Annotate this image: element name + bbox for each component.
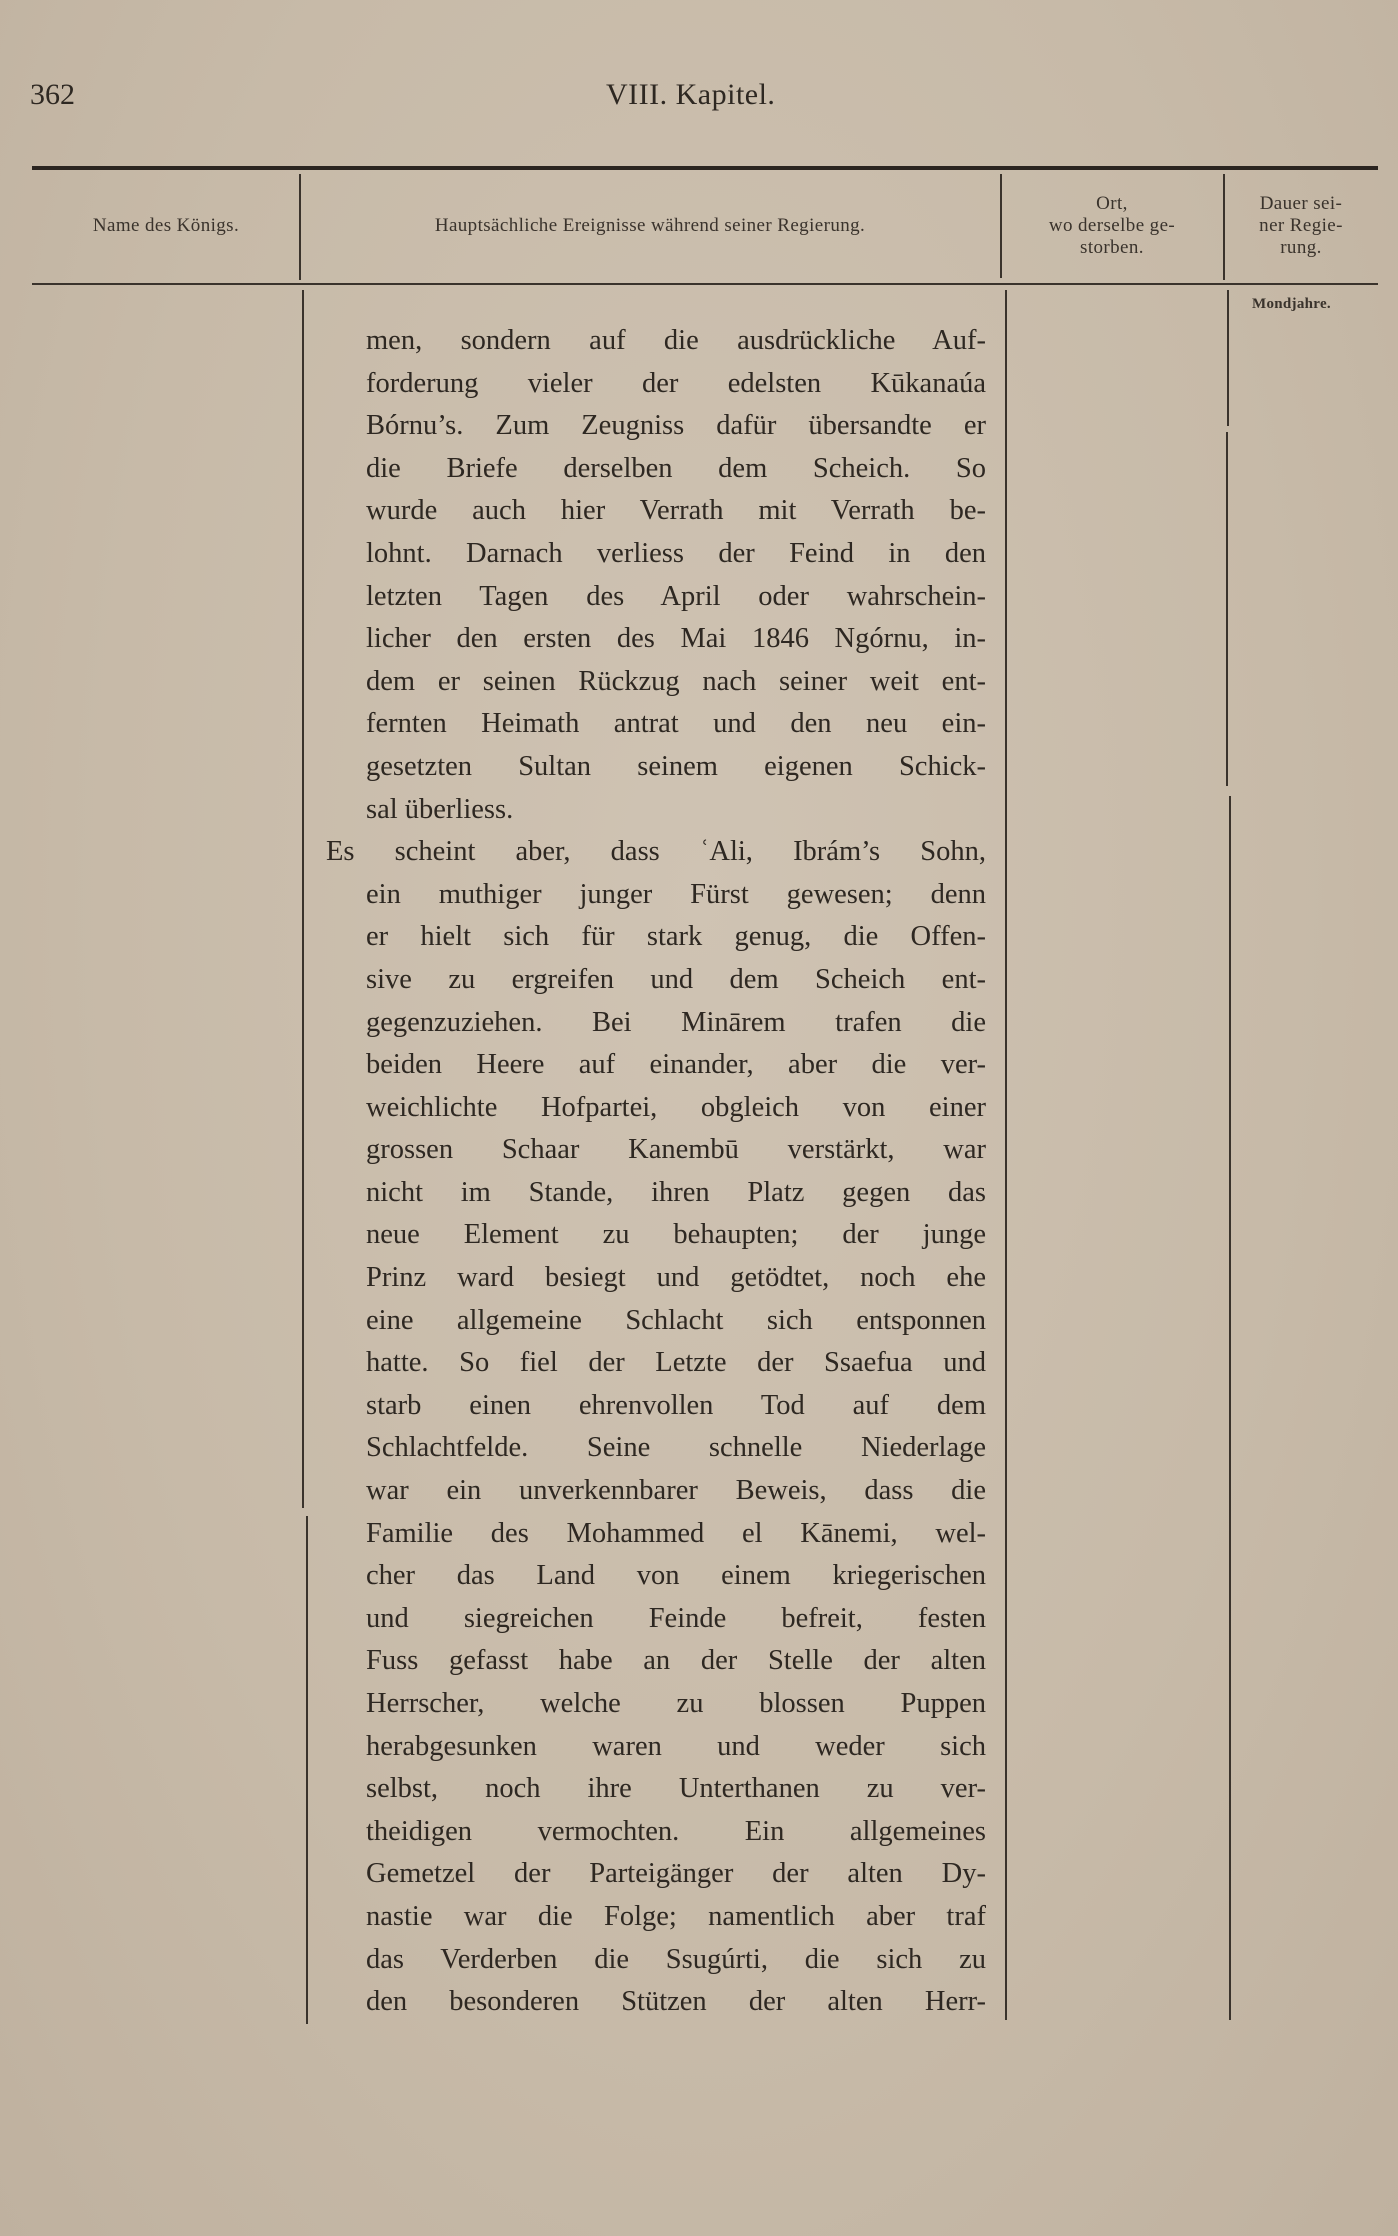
text-line: Prinz ward besiegt und getödtet, noch ehe [366,1262,986,1294]
column-header-events: Hauptsächliche Ereignisse während seiner Regierung. [434,215,866,236]
body-column-divider [1005,290,1007,2020]
column-header-duration-line: rung. [1280,237,1322,258]
text-line: Schlachtfelde. Seine schnelle Niederlage [366,1432,986,1464]
text-line: nastie war die Folge; namentlich aber traf [366,1900,986,1932]
text-line: forderung vieler der edelsten Kūkanaúa [366,367,986,399]
events-text [326,320,986,2024]
text-line: Bórnu’s. Zum Zeugniss dafür übersandte er [366,410,986,442]
column-header-duration [1224,172,1378,280]
text-line: selbst, noch ihre Unterthanen zu ver- [366,1773,986,1805]
text-line: Gemetzel der Parteigänger der alten Dy- [366,1858,986,1890]
body-column-divider [1229,796,1231,2020]
column-header-place-line: wo derselbe ge- [1048,215,1176,236]
text-line: war ein unverkennbarer Beweis, dass die [366,1475,986,1507]
text-line: eine allgemeine Schlacht sich entsponnen [366,1304,986,1336]
header-column-divider [299,174,301,280]
running-head: VIII. Kapitel. [606,78,776,111]
text-line: neue Element zu behaupten; der junge [366,1219,986,1251]
text-line: hatte. So fiel der Letzte der Ssaefua und [366,1347,986,1379]
text-line: Herrscher, welche zu blossen Puppen [366,1688,986,1719]
text-line: grossen Schaar Kanembū verstärkt, war [366,1134,986,1166]
text-line: die Briefe derselben dem Scheich. So [366,452,986,484]
text-line: theidigen vermochten. Ein allgemeines [366,1815,986,1847]
text-line: herabgesunken waren und weder sich [366,1730,986,1762]
text-line: fernten Heimath antrat und den neu ein- [366,708,986,740]
header-column-divider [1223,174,1225,280]
text-line: sive zu ergreifen und dem Scheich ent- [366,963,986,995]
body-column-divider [306,1516,308,2024]
text-line: men, sondern auf die ausdrückliche Auf- [366,325,986,356]
column-header-name: Name des Königs. [92,215,240,236]
header-bottom-rule [32,283,1378,285]
text-line: den besonderen Stützen der alten Herr- [366,1986,986,2018]
text-line: lohnt. Darnach verliess der Feind in den [366,537,986,569]
text-line: letzten Tagen des April oder wahrschein- [366,580,986,612]
text-line: wurde auch hier Verrath mit Verrath be- [366,495,986,527]
text-line: sal überliess. [366,793,514,825]
body-column-divider [1226,432,1228,786]
text-line: dem er seinen Rückzug nach seiner weit ent- [366,665,986,697]
column-header-place-line: storben. [1080,237,1144,258]
page-number: 362 [30,78,75,111]
text-line: Fuss gefasst habe an der Stelle der alten [366,1645,986,1677]
column-header-duration-line: Dauer sei- [1259,193,1343,214]
text-line: er hielt sich für stark genug, die Offen- [366,921,986,953]
text-line: Es scheint aber, dass ʿAli, Ibrám’s Sohn, [326,836,986,868]
text-line: Familie des Mohammed el Kānemi, wel- [366,1517,986,1549]
text-line: und siegreichen Feinde befreit, festen [366,1602,986,1634]
text-line: weichlichte Hofpartei, obgleich von einer [366,1091,986,1123]
text-line: ein muthiger junger Fürst gewesen; denn [366,878,986,910]
text-line: starb einen ehrenvollen Tod auf dem [366,1389,986,1421]
text-line: licher den ersten des Mai 1846 Ngórnu, in- [366,623,986,655]
text-line: gegenzuziehen. Bei Minārem trafen die [366,1006,986,1038]
duration-unit-label: Mondjahre. [1252,296,1331,312]
text-line: cher das Land von einem kriegerischen [366,1560,986,1592]
text-line: gesetzten Sultan seinem eigenen Schick- [366,750,986,782]
body-column-divider [302,290,304,1508]
text-line: das Verderben die Ssugúrti, die sich zu [366,1943,986,1975]
body-column-divider [1227,290,1229,426]
text-line: nicht im Stande, ihren Platz gegen das [366,1176,986,1208]
table-top-rule [32,166,1378,170]
column-header-place-line: Ort, [1096,193,1128,214]
header-column-divider [1000,174,1002,278]
column-header-duration-line: ner Regie- [1259,215,1343,236]
column-header-place [1002,172,1222,280]
text-line: beiden Heere auf einander, aber die ver- [366,1049,986,1081]
